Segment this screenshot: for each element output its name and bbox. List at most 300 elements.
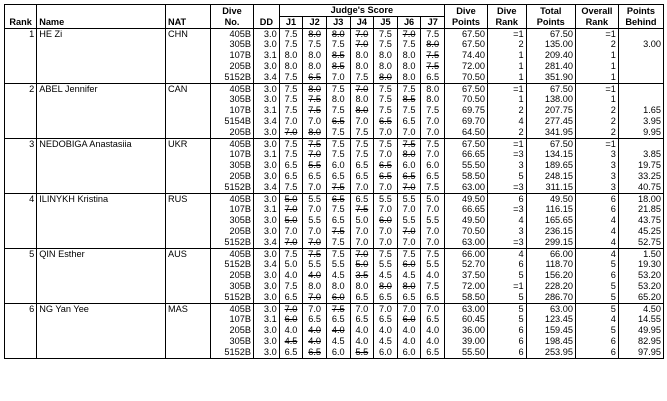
- nat-cell: UKR: [165, 138, 210, 149]
- judge-score-cell: 4.5: [326, 270, 350, 281]
- total-points-cell: 165.65: [526, 215, 575, 226]
- judge-score-cell: 4.5: [397, 270, 421, 281]
- judge-score-cell: 6.5: [279, 160, 303, 171]
- rank-cell: 2: [5, 83, 37, 94]
- total-points-cell: 351.90: [526, 72, 575, 83]
- total-points-cell: 67.50: [526, 83, 575, 94]
- name-header: Name: [37, 5, 166, 29]
- judge-score-cell: 7.5: [303, 105, 327, 116]
- rank-cell: [5, 61, 37, 72]
- points-behind-cell: 14.55: [618, 314, 663, 325]
- dive-points-cell: 72.00: [445, 61, 488, 72]
- judge-score-cell: 7.5: [421, 50, 445, 61]
- table-row: [5, 292, 664, 303]
- dive-no-cell: 205B: [211, 127, 254, 138]
- rank-cell: 1: [5, 28, 37, 39]
- dive-rank-cell: 1: [487, 61, 526, 72]
- total-points-cell: 67.50: [526, 28, 575, 39]
- dd-cell: 3.0: [253, 215, 279, 226]
- dive-no-cell: 205B: [211, 171, 254, 182]
- points-behind-cell: 1.50: [618, 248, 663, 259]
- dive-no-cell: 305B: [211, 215, 254, 226]
- dive-points-cell: 52.70: [445, 259, 488, 270]
- judge-score-cell: 8.0: [303, 28, 327, 39]
- judge-score-cell: 3.5: [350, 270, 374, 281]
- dd-cell: 3.0: [253, 83, 279, 94]
- table-row: [5, 39, 664, 50]
- judge-score-cell: 4.0: [303, 325, 327, 336]
- total-points-cell: 134.15: [526, 149, 575, 160]
- judge-score-cell: 7.5: [279, 105, 303, 116]
- dive-rank-cell: 2: [487, 127, 526, 138]
- dive-points-cell: 63.00: [445, 182, 488, 193]
- rank-cell: [5, 160, 37, 171]
- points-behind-cell: 97.95: [618, 347, 663, 358]
- table-row: [5, 149, 664, 160]
- name-cell: [37, 149, 166, 160]
- judge-score-cell: 4.0: [279, 270, 303, 281]
- nat-cell: [165, 292, 210, 303]
- overall-rank-cell: 3: [575, 160, 618, 171]
- nat-cell: [165, 39, 210, 50]
- judge-score-cell: 7.5: [326, 83, 350, 94]
- total-points-cell: 67.50: [526, 138, 575, 149]
- judge-score-cell: 7.5: [326, 39, 350, 50]
- judge-header-6: J6: [397, 16, 421, 28]
- judge-score-cell: 7.0: [374, 237, 398, 248]
- judge-score-cell: 5.0: [350, 215, 374, 226]
- judge-score-cell: 7.5: [421, 105, 445, 116]
- rank-cell: [5, 72, 37, 83]
- rank-cell: [5, 347, 37, 358]
- dive-points-cell: 39.00: [445, 336, 488, 347]
- overall-rank-cell: 6: [575, 347, 618, 358]
- points-behind-cell: 1.65: [618, 105, 663, 116]
- nat-cell: [165, 116, 210, 127]
- judge-score-cell: 5.5: [397, 193, 421, 204]
- dive-rank-cell: 2: [487, 39, 526, 50]
- overall-rank-cell: 4: [575, 226, 618, 237]
- name-cell: [37, 215, 166, 226]
- judge-score-cell: 7.5: [279, 149, 303, 160]
- name-cell: NEDOBIGA Anastasiia: [39, 138, 132, 149]
- judge-score-cell: 7.0: [374, 127, 398, 138]
- judge-score-cell: 7.0: [279, 127, 303, 138]
- judge-score-cell: 4.5: [326, 336, 350, 347]
- judge-score-cell: 7.5: [326, 127, 350, 138]
- points-behind-cell: [618, 28, 663, 39]
- dive-points-cell: 66.00: [445, 248, 488, 259]
- judge-score-cell: 7.5: [279, 72, 303, 83]
- name-cell: NG Yan Yee: [39, 303, 89, 314]
- nat-cell: [165, 215, 210, 226]
- judge-score-cell: 5.0: [421, 193, 445, 204]
- table-row: [5, 270, 664, 281]
- dive-rank-cell: 6: [487, 347, 526, 358]
- judge-score-cell: 5.0: [350, 259, 374, 270]
- dive-no-cell: 405B: [211, 303, 254, 314]
- judge-score-cell: 8.0: [279, 61, 303, 72]
- nat-header: NAT: [165, 5, 210, 29]
- total-points-cell: 156.20: [526, 270, 575, 281]
- rank-cell: [5, 270, 37, 281]
- judge-score-cell: 8.0: [279, 50, 303, 61]
- dive-points-cell: 37.50: [445, 270, 488, 281]
- dd-cell: 3.0: [253, 248, 279, 259]
- name-cell: [37, 336, 166, 347]
- total-points-cell: 198.45: [526, 336, 575, 347]
- points-behind-cell: 49.95: [618, 325, 663, 336]
- judge-score-cell: 7.0: [421, 237, 445, 248]
- judge-score-cell: 6.5: [326, 193, 350, 204]
- judge-score-cell: 6.5: [374, 116, 398, 127]
- total-points-cell: 286.70: [526, 292, 575, 303]
- judge-header-2: J2: [303, 16, 327, 28]
- dive-rank-cell: =1: [487, 281, 526, 292]
- dive-no-cell: 205B: [211, 270, 254, 281]
- judge-header-7: J7: [421, 16, 445, 28]
- name-cell: [37, 116, 166, 127]
- judge-score-cell: 7.5: [421, 61, 445, 72]
- dive-points-cell: 63.00: [445, 237, 488, 248]
- name-cell: [37, 314, 166, 325]
- judge-score-cell: 7.0: [374, 204, 398, 215]
- judge-score-cell: 8.0: [397, 61, 421, 72]
- points-behind-cell: 65.20: [618, 292, 663, 303]
- points-behind-cell: [618, 94, 663, 105]
- name-cell: [37, 292, 166, 303]
- dive-rank-cell: =1: [487, 83, 526, 94]
- judge-score-cell: 8.0: [374, 281, 398, 292]
- dive-points-cell: 69.70: [445, 116, 488, 127]
- judge-score-cell: 5.5: [303, 215, 327, 226]
- overall-rank-cell: 4: [575, 237, 618, 248]
- dive-points-cell: 74.40: [445, 50, 488, 61]
- dive-rank-cell: 6: [487, 193, 526, 204]
- judge-score-cell: 7.0: [279, 237, 303, 248]
- judge-score-cell: 7.5: [303, 248, 327, 259]
- overall-rank-cell: 5: [575, 281, 618, 292]
- rank-cell: [5, 215, 37, 226]
- dive-no-cell: 305B: [211, 94, 254, 105]
- judge-score-cell: 8.0: [397, 149, 421, 160]
- dd-cell: 3.0: [253, 336, 279, 347]
- dive-no-cell: 5154B: [211, 116, 254, 127]
- rank-cell: [5, 204, 37, 215]
- judge-score-cell: 4.0: [374, 325, 398, 336]
- points-behind-cell: [618, 61, 663, 72]
- judge-score-cell: 6.5: [326, 314, 350, 325]
- judge-score-cell: 7.5: [374, 94, 398, 105]
- judge-score-cell: 6.5: [350, 171, 374, 182]
- rank-cell: [5, 39, 37, 50]
- overall-rank-cell: 1: [575, 94, 618, 105]
- judges-score-header: Judge's Score: [279, 5, 444, 17]
- nat-cell: [165, 171, 210, 182]
- points-behind-cell: 18.00: [618, 193, 663, 204]
- judge-score-cell: 8.0: [350, 281, 374, 292]
- overall-rank-cell: 5: [575, 259, 618, 270]
- dive-points-cell: 70.50: [445, 72, 488, 83]
- judge-score-cell: 5.5: [350, 347, 374, 358]
- dive-points-cell: 69.75: [445, 105, 488, 116]
- table-row: [5, 171, 664, 182]
- judge-score-cell: 7.5: [326, 138, 350, 149]
- dd-cell: 3.4: [253, 72, 279, 83]
- dive-no-cell: 5152B: [211, 237, 254, 248]
- table-row: [5, 237, 664, 248]
- dive-points-cell: 63.00: [445, 303, 488, 314]
- overall-rank-cell: 2: [575, 39, 618, 50]
- judge-score-cell: 7.0: [421, 149, 445, 160]
- dive-points-cell: 49.50: [445, 193, 488, 204]
- overall-rank-cell: 6: [575, 204, 618, 215]
- dive-points-cell: 67.50: [445, 28, 488, 39]
- judge-score-cell: 6.5: [374, 160, 398, 171]
- judge-score-cell: 5.0: [279, 193, 303, 204]
- nat-cell: [165, 127, 210, 138]
- dive-rank-cell: =3: [487, 182, 526, 193]
- dive-rank-cell: 5: [487, 303, 526, 314]
- overall-rank-cell: 1: [575, 72, 618, 83]
- table-row: [5, 94, 664, 105]
- name-cell: [37, 325, 166, 336]
- judge-score-cell: 5.5: [303, 160, 327, 171]
- judge-score-cell: 5.5: [397, 215, 421, 226]
- nat-cell: [165, 325, 210, 336]
- judge-score-cell: 5.5: [326, 259, 350, 270]
- points-behind-cell: 43.75: [618, 215, 663, 226]
- judge-score-cell: 7.0: [350, 182, 374, 193]
- overall-rank-cell: 3: [575, 182, 618, 193]
- total-points-cell: 341.95: [526, 127, 575, 138]
- nat-cell: RUS: [165, 193, 210, 204]
- results-table: [4, 4, 664, 359]
- total-points-cell: 248.15: [526, 171, 575, 182]
- dd-cell: 3.4: [253, 237, 279, 248]
- judge-score-cell: 7.5: [374, 105, 398, 116]
- judge-score-cell: 6.5: [303, 171, 327, 182]
- judge-score-cell: 7.0: [350, 303, 374, 314]
- judge-score-cell: 6.5: [350, 160, 374, 171]
- judge-score-cell: 7.5: [326, 237, 350, 248]
- judge-score-cell: 6.5: [279, 292, 303, 303]
- judge-score-cell: 7.5: [350, 204, 374, 215]
- rank-cell: [5, 105, 37, 116]
- dd-header: DD: [253, 5, 279, 29]
- judge-score-cell: 6.0: [397, 259, 421, 270]
- judge-score-cell: 4.0: [350, 325, 374, 336]
- judge-score-cell: 6.5: [374, 292, 398, 303]
- judge-score-cell: 7.5: [326, 303, 350, 314]
- judge-score-cell: 7.5: [279, 138, 303, 149]
- judge-score-cell: 5.5: [303, 259, 327, 270]
- overall-rank-cell: 3: [575, 149, 618, 160]
- judge-score-cell: 6.0: [397, 347, 421, 358]
- nat-cell: [165, 105, 210, 116]
- dive-no-cell: 107B: [211, 105, 254, 116]
- judge-score-cell: 6.0: [279, 314, 303, 325]
- table-row: [5, 105, 664, 116]
- judge-header-5: J5: [374, 16, 398, 28]
- table-row: [5, 336, 664, 347]
- judge-score-cell: 7.0: [397, 127, 421, 138]
- judge-score-cell: 7.0: [421, 127, 445, 138]
- judge-score-cell: 7.5: [421, 182, 445, 193]
- overall-rank-cell: =1: [575, 83, 618, 94]
- judge-score-cell: 7.0: [397, 226, 421, 237]
- overall-rank-cell: =1: [575, 28, 618, 39]
- judge-score-cell: 7.0: [350, 116, 374, 127]
- dive-rank-header-2: Rank: [487, 16, 526, 28]
- dive-rank-cell: 1: [487, 72, 526, 83]
- judge-score-cell: 6.5: [397, 116, 421, 127]
- judge-score-cell: 5.5: [303, 193, 327, 204]
- name-cell: [37, 160, 166, 171]
- judge-score-cell: 7.5: [279, 83, 303, 94]
- dd-cell: 3.0: [253, 281, 279, 292]
- judge-score-cell: 8.5: [397, 94, 421, 105]
- judge-score-cell: 7.5: [326, 204, 350, 215]
- judge-score-cell: 5.5: [421, 259, 445, 270]
- dd-cell: 3.0: [253, 347, 279, 358]
- name-cell: [37, 39, 166, 50]
- total-points-cell: 189.65: [526, 160, 575, 171]
- judge-score-cell: 7.5: [350, 72, 374, 83]
- judge-score-cell: 5.0: [279, 215, 303, 226]
- name-cell: [37, 281, 166, 292]
- judge-score-cell: 7.5: [350, 149, 374, 160]
- name-cell: HE Zi: [39, 28, 63, 39]
- dive-rank-cell: 4: [487, 248, 526, 259]
- table-row: [5, 72, 664, 83]
- judge-score-cell: 7.5: [421, 248, 445, 259]
- overall-rank-cell: 4: [575, 248, 618, 259]
- dive-points-cell: 49.50: [445, 215, 488, 226]
- nat-cell: AUS: [165, 248, 210, 259]
- judge-score-cell: 6.5: [326, 116, 350, 127]
- judge-score-cell: 7.5: [421, 138, 445, 149]
- judge-score-cell: 7.0: [350, 39, 374, 50]
- judge-score-cell: 7.0: [303, 303, 327, 314]
- dive-points-cell: 55.50: [445, 347, 488, 358]
- dive-rank-cell: 5: [487, 292, 526, 303]
- dive-points-cell: 55.50: [445, 160, 488, 171]
- total-points-cell: 209.40: [526, 50, 575, 61]
- overall-rank-header-1: Overall: [575, 5, 618, 17]
- judge-score-cell: 8.0: [374, 50, 398, 61]
- total-points-cell: 236.15: [526, 226, 575, 237]
- name-cell: [37, 50, 166, 61]
- judge-score-cell: 7.5: [279, 248, 303, 259]
- overall-rank-cell: 5: [575, 325, 618, 336]
- dd-cell: 3.0: [253, 292, 279, 303]
- judge-score-cell: 8.0: [374, 72, 398, 83]
- judge-score-cell: 7.0: [279, 303, 303, 314]
- points-behind-cell: [618, 83, 663, 94]
- rank-cell: [5, 50, 37, 61]
- dive-rank-cell: =3: [487, 237, 526, 248]
- dd-cell: 3.1: [253, 204, 279, 215]
- total-points-cell: 116.15: [526, 204, 575, 215]
- judge-score-cell: 7.0: [279, 116, 303, 127]
- rank-cell: [5, 94, 37, 105]
- judge-score-cell: 6.5: [279, 347, 303, 358]
- judge-score-cell: 7.5: [421, 28, 445, 39]
- judge-score-cell: 7.0: [303, 237, 327, 248]
- judge-score-cell: 7.0: [326, 72, 350, 83]
- nat-cell: [165, 61, 210, 72]
- judge-score-cell: 7.0: [421, 226, 445, 237]
- dive-no-cell: 5152B: [211, 259, 254, 270]
- dive-points-cell: 66.65: [445, 149, 488, 160]
- judge-score-cell: 6.0: [326, 160, 350, 171]
- total-points-cell: 281.40: [526, 61, 575, 72]
- rank-cell: 3: [5, 138, 37, 149]
- judge-score-cell: 6.0: [421, 160, 445, 171]
- name-cell: ILINYKH Kristina: [39, 193, 109, 204]
- rank-header: Rank: [5, 5, 37, 29]
- judge-score-cell: 7.0: [279, 226, 303, 237]
- judge-score-cell: 5.5: [421, 215, 445, 226]
- judge-score-cell: 4.0: [303, 270, 327, 281]
- judge-score-cell: 7.0: [303, 204, 327, 215]
- judge-score-cell: 7.5: [326, 226, 350, 237]
- dd-cell: 3.0: [253, 138, 279, 149]
- nat-cell: [165, 50, 210, 61]
- overall-rank-cell: 2: [575, 116, 618, 127]
- points-behind-cell: 45.25: [618, 226, 663, 237]
- table-header: [5, 5, 664, 29]
- dd-cell: 3.0: [253, 160, 279, 171]
- dive-points-cell: 67.50: [445, 83, 488, 94]
- nat-cell: [165, 149, 210, 160]
- dive-rank-cell: 2: [487, 105, 526, 116]
- rank-cell: [5, 325, 37, 336]
- rank-cell: 4: [5, 193, 37, 204]
- judge-score-cell: 4.0: [397, 325, 421, 336]
- judge-score-cell: 7.0: [374, 226, 398, 237]
- table-row: [5, 281, 664, 292]
- dive-rank-cell: 1: [487, 94, 526, 105]
- judge-score-cell: 7.5: [279, 94, 303, 105]
- judge-score-cell: 6.0: [326, 292, 350, 303]
- points-behind-cell: 21.85: [618, 204, 663, 215]
- rank-cell: [5, 127, 37, 138]
- name-cell: QIN Esther: [39, 248, 85, 259]
- total-points-cell: 311.15: [526, 182, 575, 193]
- name-cell: [37, 259, 166, 270]
- overall-rank-cell: 6: [575, 270, 618, 281]
- judge-score-cell: 6.5: [397, 171, 421, 182]
- points-behind-cell: 33.25: [618, 171, 663, 182]
- name-cell: [37, 127, 166, 138]
- total-points-cell: 118.70: [526, 259, 575, 270]
- judge-score-cell: 4.0: [279, 325, 303, 336]
- dd-cell: 3.4: [253, 116, 279, 127]
- dive-no-cell: 405B: [211, 83, 254, 94]
- judge-score-cell: 7.0: [303, 226, 327, 237]
- dd-cell: 3.1: [253, 149, 279, 160]
- judge-score-cell: 6.0: [397, 314, 421, 325]
- points-behind-header-1: Points: [618, 5, 663, 17]
- judge-score-cell: 7.5: [374, 83, 398, 94]
- table-row: [5, 28, 664, 39]
- total-points-cell: 253.95: [526, 347, 575, 358]
- judge-score-cell: 6.5: [303, 347, 327, 358]
- dive-rank-cell: 6: [487, 336, 526, 347]
- overall-rank-cell: 4: [575, 314, 618, 325]
